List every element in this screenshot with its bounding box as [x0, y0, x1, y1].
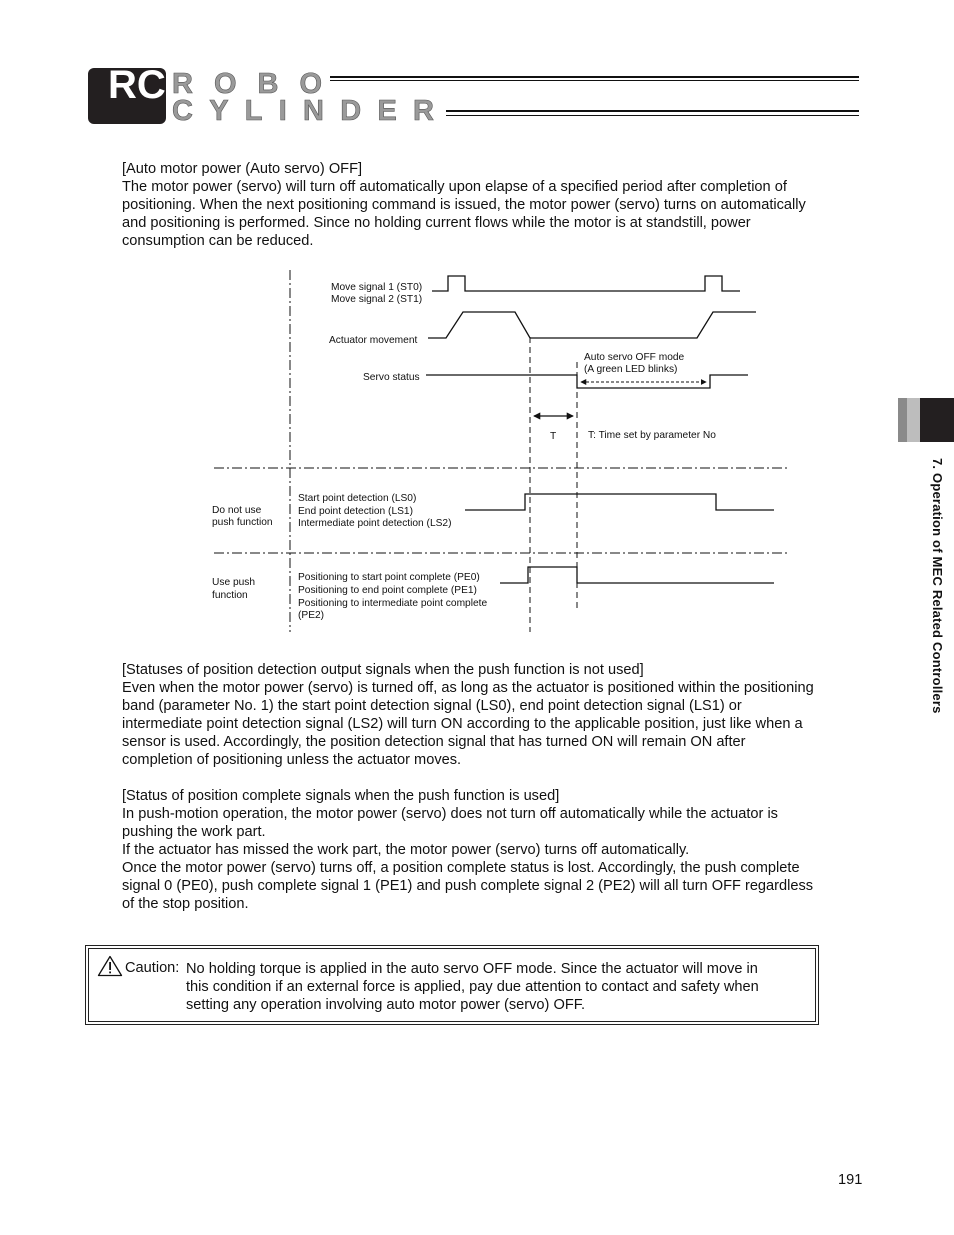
push-label-1: Use push — [212, 577, 256, 588]
statuses-no-push-line: band (parameter No. 1) the start point detection signal (LS0), end point detection signal (LS1) or — [122, 698, 742, 714]
pe1-label: Positioning to end point complete (PE1) — [298, 585, 477, 596]
status-push-heading: [Status of position complete signals when the push function is used] — [122, 788, 560, 804]
logo-line1: ROBO — [172, 68, 322, 100]
no-push-label-1: Do not use — [212, 505, 262, 516]
ls1-label: End point detection (LS1) — [298, 506, 413, 517]
header-rule-top-thick — [330, 76, 859, 78]
chapter-tab-gray — [907, 398, 920, 442]
actuator-movement-waveform — [428, 312, 756, 338]
header-rule-bottom-thin — [446, 115, 859, 116]
ls-waveform — [465, 494, 774, 510]
status-push-line: If the actuator has missed the work part, the motor power (servo) turns off automatically. — [122, 842, 690, 858]
ls0-label: Start point detection (LS0) — [298, 493, 417, 504]
status-push-line: pushing the work part. — [122, 824, 266, 840]
actuator-movement-label: Actuator movement — [329, 335, 418, 346]
header-rule-bottom-thick — [446, 110, 859, 112]
statuses-no-push-line: completion of positioning unless the actuator moves. — [122, 752, 462, 768]
pe2-label-b: (PE2) — [298, 610, 325, 621]
move-signal-waveform — [432, 276, 740, 291]
auto-servo-section — [122, 160, 867, 250]
servo-status-label: Servo status — [363, 372, 420, 383]
caution-line: setting any operation involving auto motor power (servo) OFF. — [186, 997, 586, 1013]
status-push-line: of the stop position. — [122, 896, 249, 912]
auto-servo-heading: [Auto motor power (Auto servo) OFF] — [122, 161, 363, 177]
auto-servo-line: and positioning is performed. Since no holding current flows while the motor is at standstill, power — [122, 215, 751, 231]
move-signal-2-label: Move signal 2 (ST1) — [331, 294, 423, 305]
status-push-line: Once the motor power (servo) turns off, a position complete status is lost. Accordingly, the push complete — [122, 860, 800, 876]
caution-line: this condition if an external force is applied, pay due attention to contact and safety when — [186, 979, 759, 995]
auto-servo-mode-label: Auto servo OFF mode — [584, 352, 685, 363]
timing-chart — [200, 262, 800, 637]
chapter-label: 7. Operation of MEC Related Controllers — [930, 458, 945, 714]
caution-box — [88, 948, 816, 1022]
no-push-label-2: push function — [212, 517, 273, 528]
green-led-label: (A green LED blinks) — [584, 364, 678, 375]
push-label-2: function — [212, 590, 248, 601]
auto-servo-line: consumption can be reduced. — [122, 233, 314, 249]
page-number: 191 — [838, 1172, 863, 1188]
auto-servo-line: positioning. When the next positioning command is issued, the motor power (servo) turns on automatically — [122, 197, 806, 213]
status-push-line: signal 0 (PE0), push complete signal 1 (PE1) and push complete signal 2 (PE2) will all turn OFF regardless — [122, 878, 814, 894]
caution-label: Caution: — [125, 960, 180, 976]
logo-letters: RC — [108, 68, 166, 107]
move-signal-1-label: Move signal 1 (ST0) — [331, 282, 423, 293]
ls2-label: Intermediate point detection (LS2) — [298, 518, 452, 529]
statuses-no-push-section — [122, 661, 867, 769]
t-note: T: Time set by parameter No — [588, 430, 716, 441]
warning-triangle-icon — [97, 955, 123, 977]
t-symbol: T — [550, 431, 557, 442]
chapter-tab-dark — [920, 398, 954, 442]
caution-text — [186, 960, 806, 1014]
pe2-label-a: Positioning to intermediate point complete — [298, 598, 488, 609]
header-rule-top-thin — [330, 80, 859, 81]
statuses-no-push-line: sensor is used. Accordingly, the position detection signal that has turned ON will remain ON after — [122, 734, 746, 750]
status-push-line: In push-motion operation, the motor power (servo) does not turn off automatically while the actuator is — [122, 806, 778, 822]
statuses-no-push-heading: [Statuses of position detection output signals when the push function is not used] — [122, 662, 644, 678]
statuses-no-push-line: Even when the motor power (servo) is turned off, as long as the actuator is positioned within the positioning — [122, 680, 814, 696]
pe0-label: Positioning to start point complete (PE0) — [298, 572, 480, 583]
logo-line2: CYLINDER — [172, 95, 434, 124]
statuses-no-push-line: intermediate point detection signal (LS2) will turn ON according to the applicable position, just like when a — [122, 716, 803, 732]
auto-servo-line: The motor power (servo) will turn off automatically upon elapse of a specified period after completion of — [122, 179, 787, 195]
chapter-tab-gray-light — [898, 398, 907, 442]
pe-waveform — [500, 567, 774, 583]
status-push-section — [122, 787, 867, 913]
caution-line: No holding torque is applied in the auto servo OFF mode. Since the actuator will move in — [186, 961, 758, 977]
